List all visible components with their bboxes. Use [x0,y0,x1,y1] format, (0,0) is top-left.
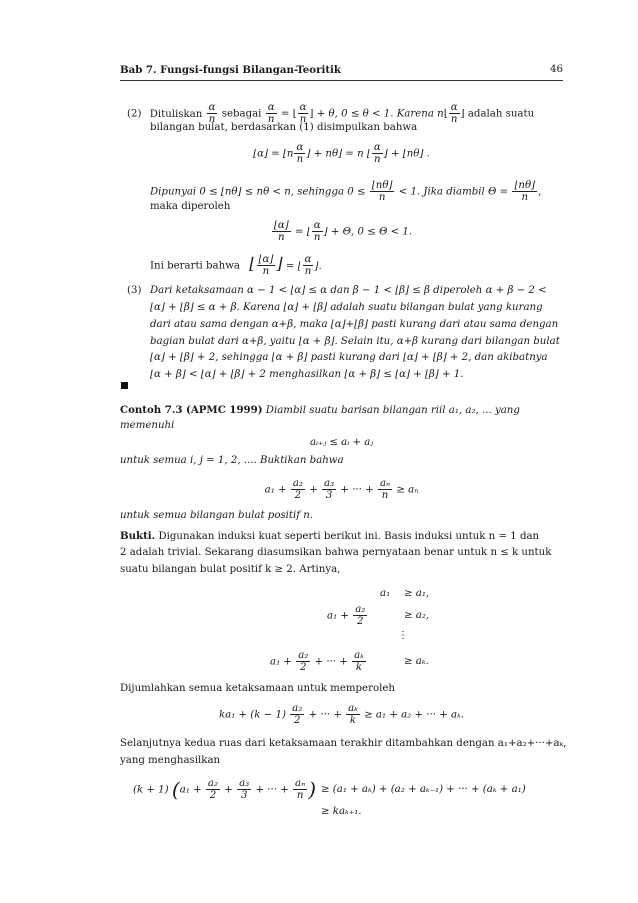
system-row-2-right: ≥ a₂, [404,610,430,621]
system-row-1-right: ≥ a₁, [404,588,430,599]
example-equation-1: aᵢ₊ⱼ ≤ aᵢ + aⱼ [309,437,374,448]
example-line-2: memenuhi [120,420,175,431]
system-dots: ⋮ [398,630,409,641]
example-line-4: untuk semua bilangan bulat positif n. [120,510,314,521]
header-rule [120,80,563,81]
proof-equation-4-left: (k + 1) (a₁ + $\frac{\text{a₂}}{2}$ + $\frac{\text{a₃}}{3}$ + ··· + $\frac{\text{aₙ}}{n}$ ) [133,777,317,802]
item-3-line-6: ⌊α + β⌋ < ⌊α⌋ + ⌊β⌋ + 2 menghasilkan ⌊α + β⌋ ≤ ⌊α⌋ + ⌊β⌋ + 1. [150,369,464,380]
system-row-3-left: a₁ + $\frac{\text{a₂}}{2}$ + ··· + $\frac{\text{aₖ}}{k}$ [270,650,364,673]
proof-line-4: Dijumlahkan semua ketaksamaan untuk memperoleh [120,683,395,694]
proof-line-5: Selanjutnya kedua ruas dari ketaksamaan terakhir ditambahkan dengan a₁+a₂+···+aₖ, [120,738,567,749]
item-3-line-3: dari atau sama dengan α+β, maka ⌊α⌋+⌊β⌋ pasti kurang dari atau sama dengan [150,319,559,330]
item-3-line-4: bagian bulat dari α+β, yaitu ⌊α + β⌋. Selain itu, α+β kurang dari bilangan bulat [150,336,560,347]
system-row-3-right: ≥ aₖ. [404,656,429,667]
proof-line-6: yang menghasilkan [120,755,221,766]
item-2-line-1: (2) Dituliskan $\frac{\alpha}{n}$ sebagai $\frac{\alpha}{n}$ = ⌊ $\frac{\alpha}{n}$ ⌋ + θ, 0 ≤ θ < 1. Karena n⌊ $\frac{\alpha}{n}$ ⌋ adalah suatu [127,102,535,125]
system-row-1-left: a₁ [380,588,391,599]
item-2-line-7: Ini berarti bahwa ⌊ $\frac{⌊\alpha⌋}{n}$ ⌋ = ⌊ $\frac{\alpha}{n}$ ⌋. [150,253,322,277]
page-number: 46 [550,64,563,75]
system-row-2-left: a₁ + $\frac{\text{a₂}}{2}$ [327,604,366,627]
chapter-title: Bab 7. Fungsi-fungsi Bilangan-Teoritik [120,64,341,76]
item-2-equation-1: ⌊α⌋ = ⌊n $\frac{\alpha}{n}$ ⌋ + nθ⌋ = n ⌊ $\frac{\alpha}{n}$ ⌋ + ⌊nθ⌋ . [253,142,430,165]
proof-line-3: suatu bilangan bulat positif k ≥ 2. Artinya, [120,564,341,575]
running-header [120,64,563,76]
proof-equation-4-right-1: ≥ (a₁ + aₖ) + (a₂ + aₖ₋₁) + ··· + (aₖ + a₁) [321,784,526,795]
example-line-3: untuk semua i, j = 1, 2, .... Buktikan bahwa [120,455,344,466]
item-2-line-5: maka diperoleh [150,201,231,212]
proof-equation-4-right-2: ≥ kaₖ₊₁. [321,806,362,817]
item-3-line-1: Dari ketaksamaan α − 1 < ⌊α⌋ ≤ α dan β − 1 < ⌊β⌋ ≤ β diperoleh α + β − 2 < [150,285,547,296]
item-2-line-4: Dipunyai 0 ≤ ⌊nθ⌋ ≤ nθ < n, sehingga 0 ≤ $\frac{⌊n\theta⌋}{n}$ < 1. Jika diambil Θ = $\frac{⌊n\theta⌋}{n}$ , [150,180,542,203]
proof-line-2: 2 adalah trivial. Sekarang diasumsikan bahwa pernyataan benar untuk n ≤ k untuk [120,547,552,558]
item-3-label: (3) [127,285,142,296]
qed-square-icon [121,382,128,389]
proof-title: Bukti. [120,530,156,542]
example-line-1: Contoh 7.3 (APMC 1999) Diambil suatu barisan bilangan riil a₁, a₂, ... yang [120,404,520,416]
item-3-line-2: ⌊α⌋ + ⌊β⌋ ≤ α + β. Karena ⌊α⌋ + ⌊β⌋ adalah suatu bilangan bulat yang kurang [150,302,543,313]
example-equation-2: a₁ + $\frac{\text{a₂}}{2}$ + $\frac{\text{a₃}}{3}$ + ··· + $\frac{\text{aₙ}}{n}$ ≥ aₙ [264,478,419,501]
proof-line-1: Bukti. Digunakan induksi kuat seperti berikut ini. Basis induksi untuk n = 1 dan [120,530,540,542]
item-2-line-2: bilangan bulat, berdasarkan (1) disimpulkan bahwa [150,122,418,133]
item-2-equation-2: $\frac{⌊\alpha⌋}{n}$ = ⌊ $\frac{\alpha}{n}$ ⌋ + Θ, 0 ≤ Θ < 1. [273,220,413,243]
example-title: Contoh 7.3 (APMC 1999) [120,404,263,416]
proof-equation-3: ka₁ + (k − 1) $\frac{\text{a₂}}{2}$ + ··· + $\frac{\text{aₖ}}{k}$ ≥ a₁ + a₂ + ··· + aₖ. [218,703,465,726]
item-3-line-5: ⌊α⌋ + ⌊β⌋ + 2, sehingga ⌊α + β⌋ pasti kurang dari ⌊α⌋ + ⌊β⌋ + 2, dan akibatnya [150,352,548,363]
